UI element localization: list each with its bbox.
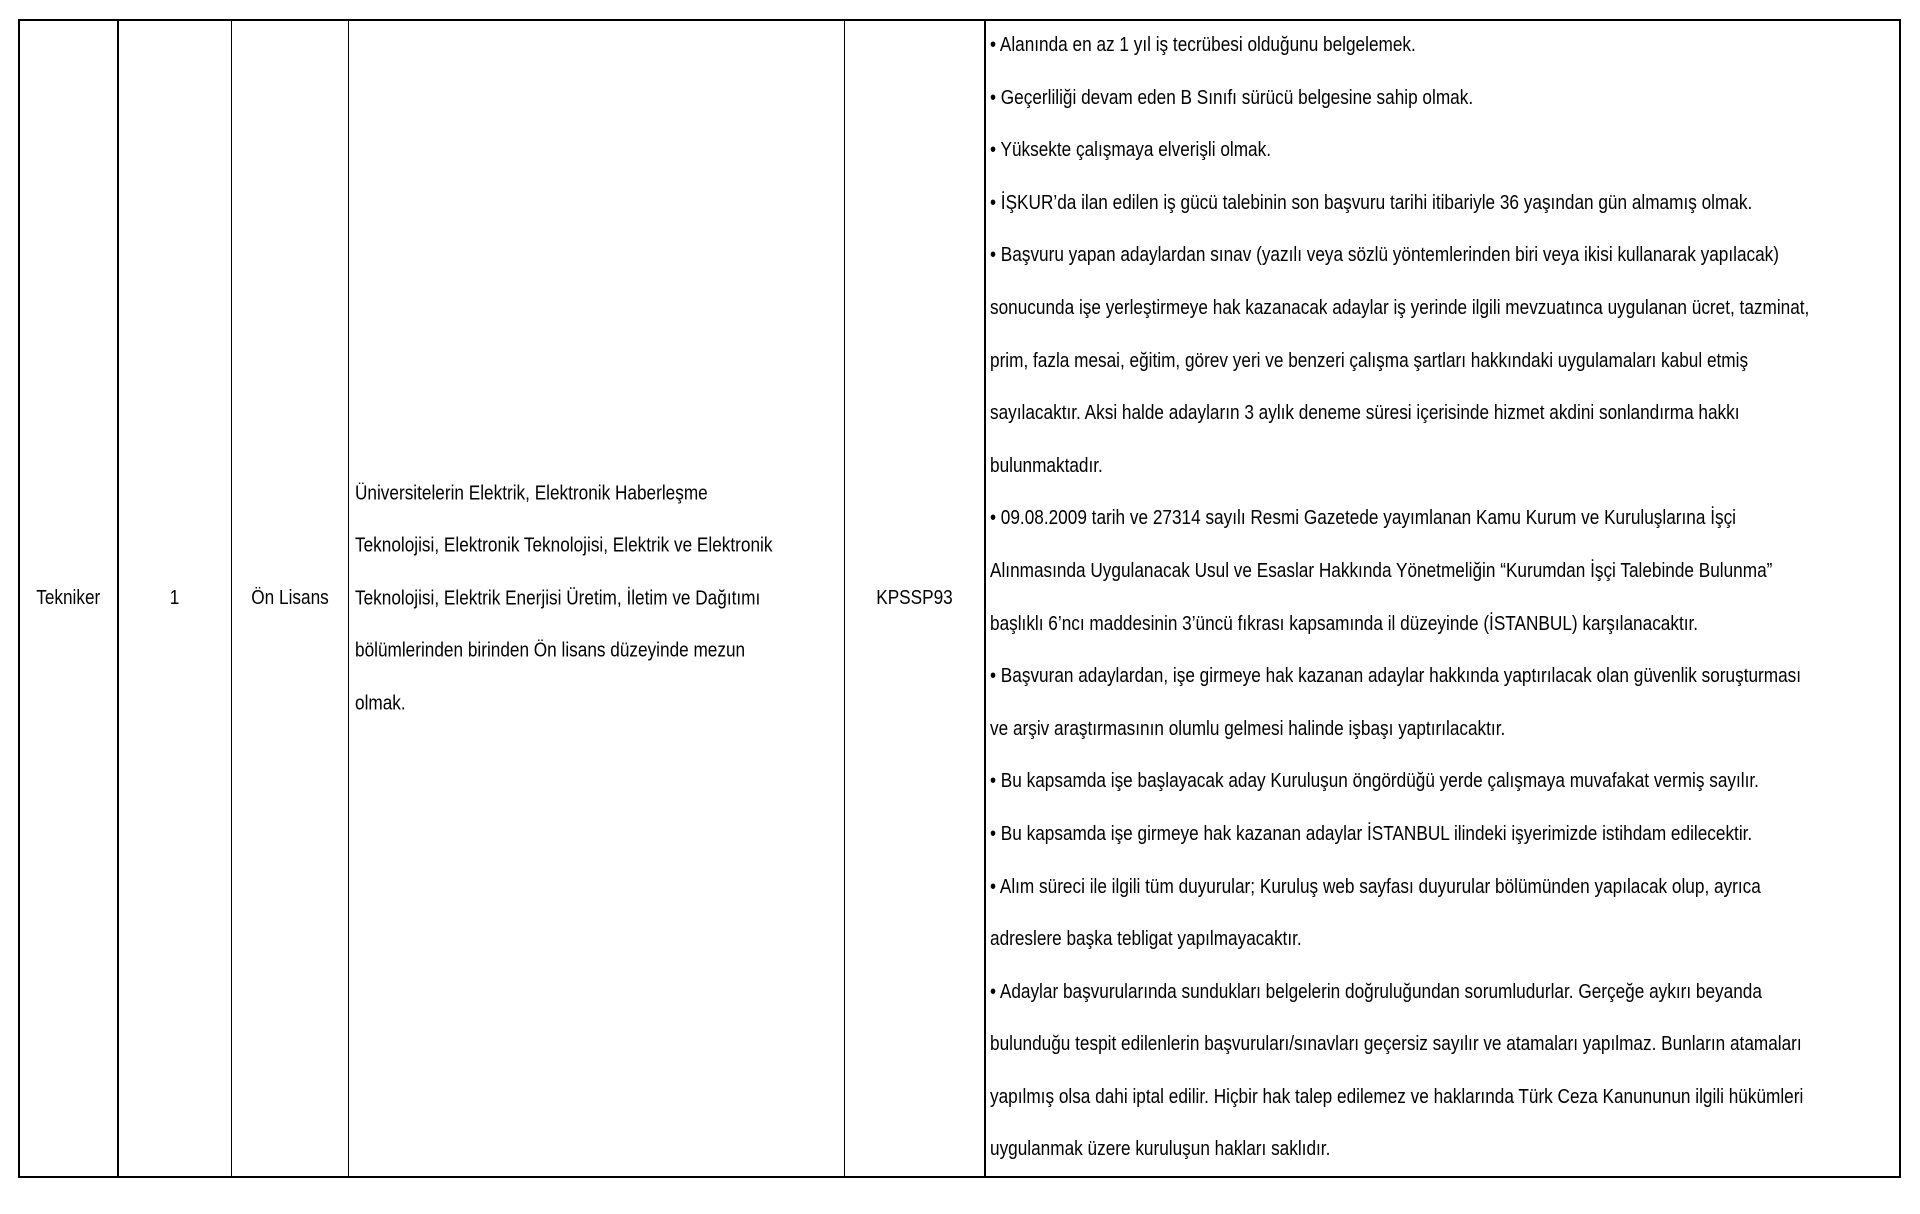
requirement-line: • Alanında en az 1 yıl iş tecrübesi olduğunu belgelemek.: [990, 34, 1416, 56]
requirement-line: • Adaylar başvurularında sundukları belgelerin doğruluğundan sorumludurlar. Gerçeğe aykırı beyanda: [990, 980, 1762, 1003]
requirement-line: • Geçerliliği devam eden B Sınıfı sürücü belgesine sahip olmak.: [990, 86, 1474, 109]
department-line: Teknolojisi, Elektrik Enerjisi Üretim, İletim ve Dağıtımı: [355, 587, 761, 610]
requirement-line: • Bu kapsamda işe başlayacak aday Kuruluşun öngördüğü yerde çalışmaya muvafakat vermiş sayılır.: [990, 770, 1759, 793]
requirement-line: • Başvuru yapan adaylardan sınav (yazılı veya sözlü yöntemlerinden biri veya ikisi kullanarak yapılacak): [990, 244, 1780, 267]
requirement-line: yapılmış olsa dahi iptal edilir. Hiçbir hak talep edilemez ve haklarında Türk Ceza Kanununun ilgili hükümleri: [990, 1085, 1804, 1108]
cell-education-level: [231, 21, 348, 1176]
requirement-line: • Başvuran adaylardan, işe girmeye hak kazanan adaylar hakkında yaptırılacak olan güvenlik soruşturması: [990, 665, 1802, 688]
requirements-text: [986, 19, 1899, 1176]
requirement-line: • Bu kapsamda işe girmeye hak kazanan adaylar İSTANBUL ilindeki işyerimizde istihdam edilecektir.: [990, 822, 1753, 845]
position-title: Tekniker: [36, 587, 101, 609]
requirement-line: • Alım süreci ile ilgili tüm duyurular; Kuruluş web sayfası duyurular bölümünden yapılacak olup, ayrıca: [990, 875, 1761, 898]
requirement-line: sonucunda işe yerleştirmeye hak kazanacak adaylar iş yerinde ilgili mevzuatınca uygulanan ücret, tazminat,: [990, 296, 1810, 319]
requirement-line: bulunduğu tespit edilenlerin başvuruları/sınavları geçersiz sayılır ve atamaları yapılmaz. Bunların atamaları: [990, 1033, 1802, 1056]
department-line: bölümlerinden birinden Ön lisans düzeyinde mezun: [355, 639, 746, 662]
cell-requirements: [984, 21, 1899, 1176]
department-line: Teknolojisi, Elektronik Teknolojisi, Elektrik ve Elektronik: [355, 534, 773, 557]
requirement-line: sayılacaktır. Aksi halde adayların 3 aylık deneme süresi içerisinde hizmet akdini sonlandırma hakkı: [990, 402, 1740, 425]
education-level: Ön Lisans: [251, 587, 329, 609]
department-line: Üniversitelerin Elektrik, Elektronik Haberleşme: [355, 482, 708, 505]
cell-count: [117, 21, 231, 1176]
requirement-line: bulunmaktadır.: [990, 454, 1103, 477]
department-line: olmak.: [355, 692, 406, 715]
cell-kpss: [844, 21, 984, 1176]
job-requirements-table: [18, 19, 1901, 1178]
position-count: 1: [170, 587, 180, 609]
cell-position: [20, 21, 117, 1176]
requirement-line: uygulanmak üzere kuruluşun hakları saklıdır.: [990, 1138, 1331, 1161]
requirement-line: başlıklı 6’ncı maddesinin 3’üncü fıkrası kapsamında il düzeyinde (İSTANBUL) karşılanacaktır.: [990, 612, 1699, 635]
requirement-line: prim, fazla mesai, eğitim, görev yeri ve benzeri çalışma şartları hakkındaki uygulamaları kabul etmiş: [990, 349, 1749, 372]
requirement-line: adreslere başka tebligat yapılmayacaktır.: [990, 928, 1302, 951]
requirement-line: ve arşiv araştırmasının olumlu gelmesi halinde işbaşı yaptırılacaktır.: [990, 717, 1506, 740]
requirement-line: • İŞKUR’da ilan edilen iş gücü talebinin son başvuru tarihi itibariyle 36 yaşından gün almamış olmak.: [990, 191, 1753, 214]
cell-departments: [348, 21, 844, 1176]
kpss-score-type: KPSSP93: [876, 587, 953, 609]
requirement-line: • 09.08.2009 tarih ve 27314 sayılı Resmi Gazetede yayımlanan Kamu Kurum ve Kuruluşlarına İşçi: [990, 507, 1737, 530]
requirement-line: • Yüksekte çalışmaya elverişli olmak.: [990, 139, 1272, 162]
departments-text: [349, 467, 844, 730]
requirement-line: Alınmasında Uygulanacak Usul ve Esaslar Hakkında Yönetmeliğin “Kurumdan İşçi Talebinde Bulunma”: [990, 559, 1773, 582]
